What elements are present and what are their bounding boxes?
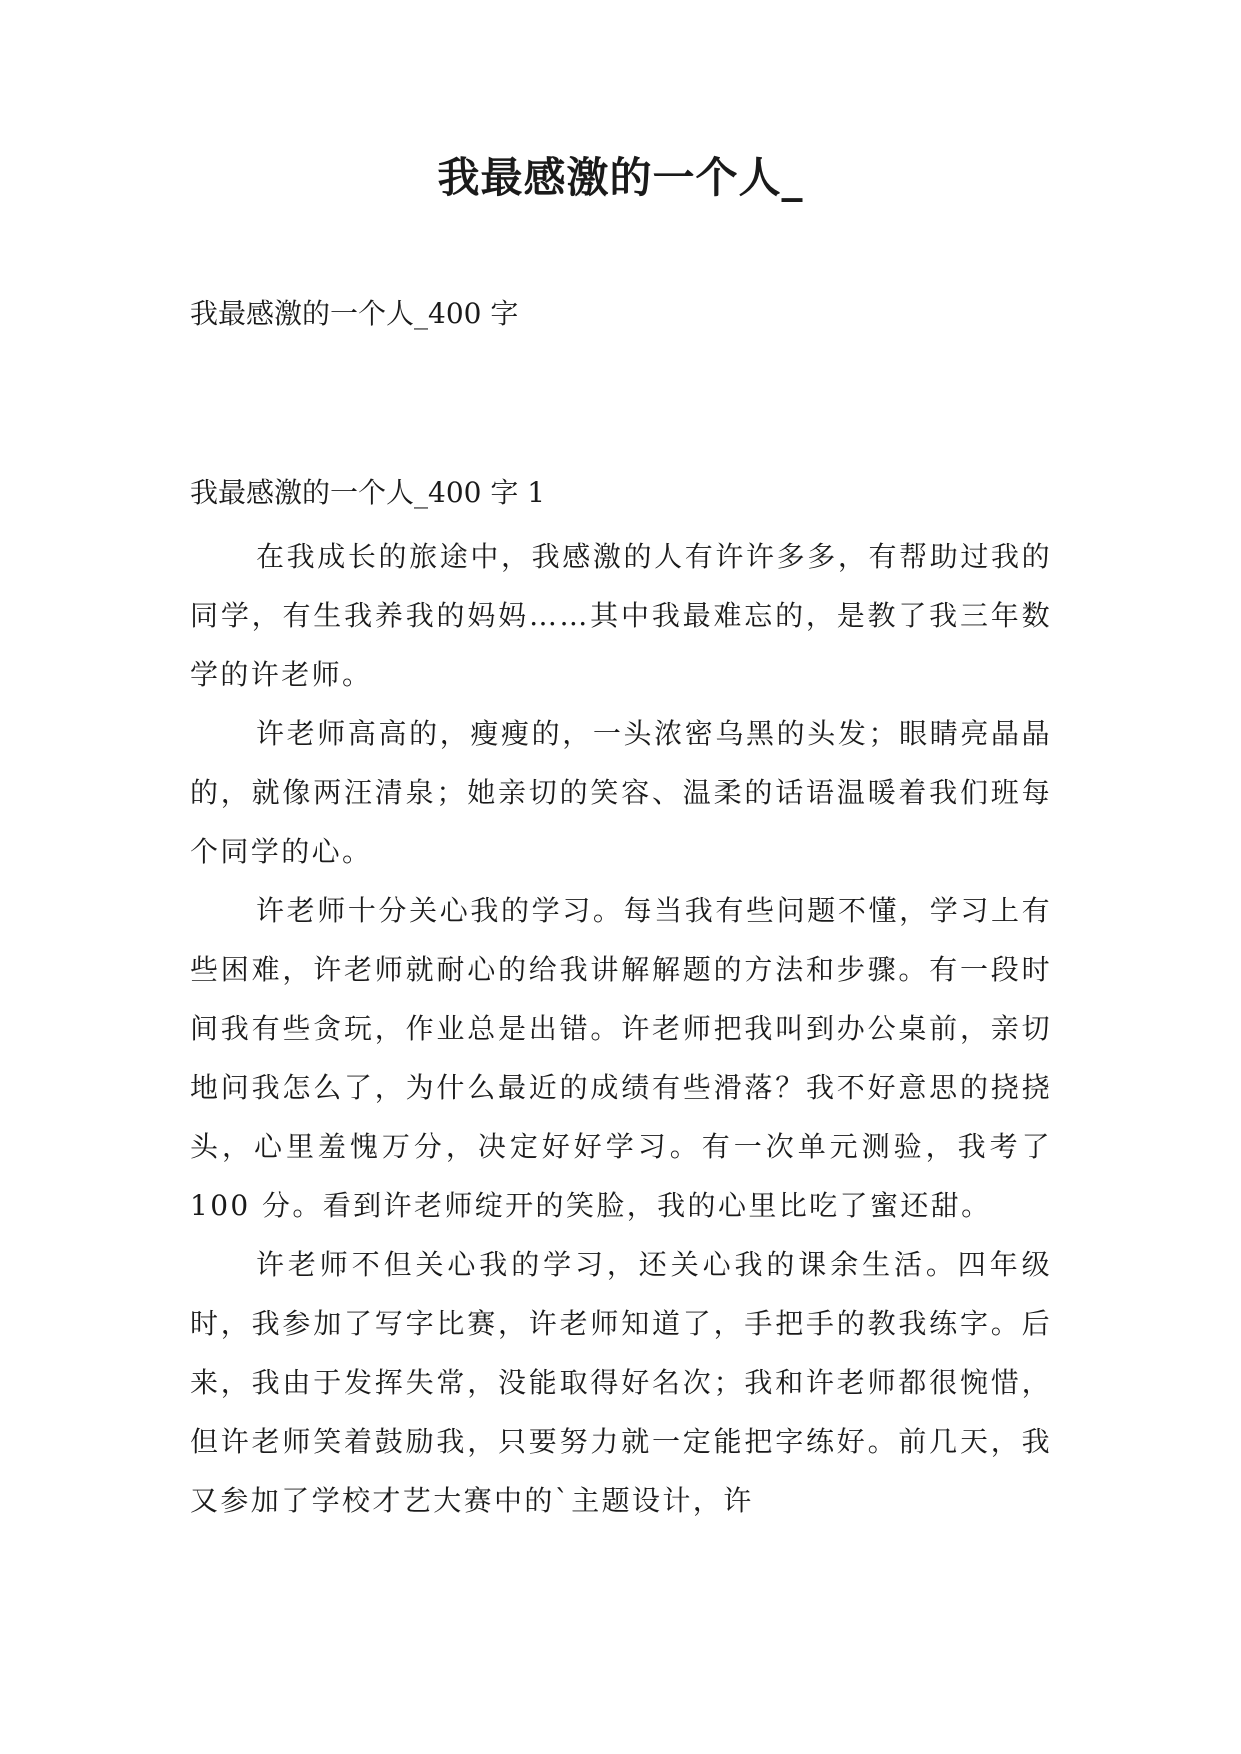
paragraph: 许老师十分关心我的学习。每当我有些问题不懂，学习上有些困难，许老师就耐心的给我讲解解题的方法和步骤。有一段时间我有些贪玩，作业总是出错。许老师把我叫到办公桌前，亲切地问我怎么了，为什么最近的成绩有些滑落？我不好意思的挠挠头，心里羞愧万分，决定好好学习。有一次单元测验，我考了 100 分。看到许老师绽开的笑脸，我的心里比吃了蜜还甜。 — [190, 894, 1052, 1222]
document-title: 我最感激的一个人_ — [437, 153, 804, 202]
paragraph: 许老师高高的，瘦瘦的，一头浓密乌黑的头发；眼睛亮晶晶的，就像两汪清泉；她亲切的笑容、温柔的话语温暖着我们班每个同学的心。 — [190, 717, 1052, 868]
document-subtitle: 我最感激的一个人_400 字 — [190, 297, 519, 330]
paragraph: 在我成长的旅途中，我感激的人有许许多多，有帮助过我的同学，有生我养我的妈妈……其中我最难忘的，是教了我三年数学的许老师。 — [190, 540, 1052, 691]
section-heading: 我最感激的一个人_400 字 1 — [190, 476, 546, 509]
paragraph: 许老师不但关心我的学习，还关心我的课余生活。四年级时，我参加了写字比赛，许老师知道了，手把手的教我练字。后来，我由于发挥失常，没能取得好名次；我和许老师都很惋惜，但许老师笑着鼓励我，只要努力就一定能把字练好。前几天，我又参加了学校才艺大赛中的`主题设计，许 — [190, 1248, 1052, 1517]
essay-body — [190, 527, 1052, 1530]
